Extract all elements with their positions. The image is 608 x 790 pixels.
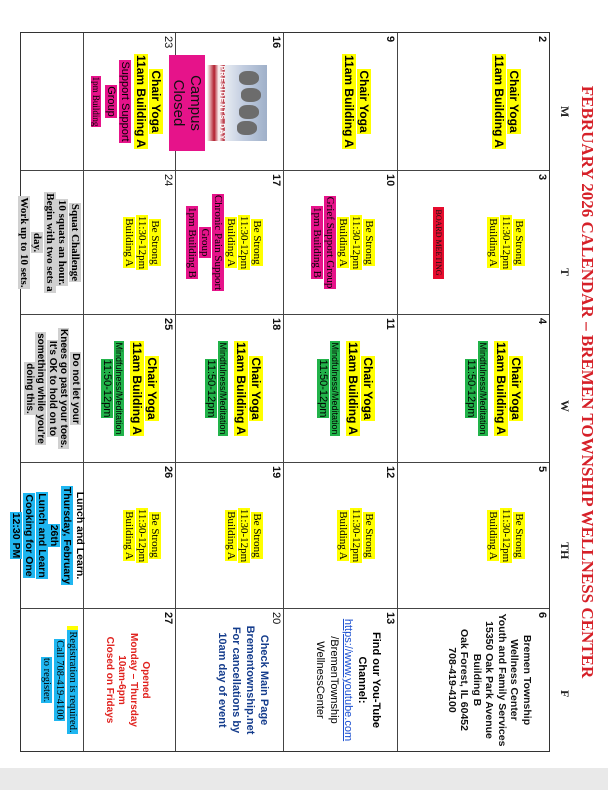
event-time: 11:30-12pm <box>136 508 148 563</box>
day-number: 11 <box>384 318 396 330</box>
day-cell-11 <box>283 315 397 463</box>
squat-challenge-text: 10 squats an hour. <box>56 199 69 286</box>
calendar-title: FEBRUARY 2026 CALENDAR – BREMEN TOWNSHIP WELLNESS CENTER <box>578 85 597 679</box>
day-cell-10 <box>283 171 397 315</box>
day-number: 12 <box>384 466 396 479</box>
mount-rushmore-image <box>207 65 267 141</box>
event-location: 1pm Building B <box>186 207 198 278</box>
empty-cell <box>21 33 83 171</box>
event-time: 11:50-12pm <box>317 359 329 418</box>
presidents-day-text: PRESIDENTS DAY <box>218 65 225 141</box>
day-number: 24 <box>162 174 174 187</box>
cancellation-notice: Check Main Page Brementownship.net For cancellations by 10am day of event <box>216 625 270 735</box>
squat-tip-3: It's OK to hold on to <box>46 340 58 437</box>
youtube-heading: Find our You-Tube <box>370 632 382 728</box>
day-number: 25 <box>162 318 174 331</box>
day-number: 27 <box>162 612 174 625</box>
event-title: Mindfulness/Meditation <box>478 342 488 435</box>
day-number: 3 <box>536 174 548 181</box>
day-number: 6 <box>536 612 548 619</box>
opening-hours: Opened Monday – Thursday 10am-6pm Closed on Fridays <box>104 633 151 727</box>
day-cell-3 <box>397 171 549 315</box>
campus-closed-label: Campus Closed <box>169 55 205 151</box>
squat-tip-4: something while you're <box>35 333 47 444</box>
day-cell-12 <box>283 463 397 609</box>
registration-note: Registration is required. <box>67 626 78 733</box>
day-cell-25 <box>83 315 175 463</box>
event-title: Chair Yoga <box>357 70 371 133</box>
day-cell-5 <box>397 463 549 609</box>
event-title: Chair Yoga <box>249 357 263 420</box>
event-location: Building A <box>225 218 237 267</box>
lunch-and-learn-cell <box>10 463 86 609</box>
youtube-link[interactable]: https://www.youtube.com <box>342 618 354 742</box>
squat-challenge-cell <box>18 171 83 315</box>
day-number: 20 <box>270 612 282 625</box>
rotated-calendar-sheet <box>8 10 598 754</box>
event-title-2: Group <box>104 86 117 117</box>
lunch-date: Thursday, February <box>61 486 74 585</box>
event-title: Be Strong <box>251 513 263 558</box>
event-title: Grief Support Group <box>324 196 336 289</box>
day-number: 5 <box>536 466 548 473</box>
event-time: 11:30-12pm <box>350 508 362 563</box>
event-title: Mindfulness/Meditation <box>330 342 340 435</box>
youtube-heading-2: Channel: <box>356 656 368 704</box>
lunch-time: 12:30 PM <box>10 512 23 559</box>
event-title: Mindfulness/Meditation <box>114 342 124 435</box>
day-cell-18 <box>175 315 283 463</box>
lunch-date-2: 26th <box>48 524 61 547</box>
event-location: Building A <box>123 218 135 267</box>
day-number: 2 <box>536 36 548 43</box>
lunch-topic: Cooking for One <box>22 494 35 577</box>
event-location: Building A <box>225 511 237 560</box>
event-location: 1pm Building B <box>311 207 323 278</box>
registration-cell <box>21 609 83 751</box>
lunch-title: Lunch and Learn <box>35 493 48 578</box>
day-cell-9 <box>283 33 397 171</box>
day-header-wednesday: W <box>558 400 572 412</box>
day-cell-16 <box>170 33 283 171</box>
event-location: 11am Building A <box>234 342 248 435</box>
event-title: Be Strong <box>363 220 375 265</box>
event-location: 1pm Building <box>91 76 102 127</box>
squat-tip: Do not let your <box>70 353 81 424</box>
day-number: 26 <box>162 466 174 479</box>
event-time: 11:30-12pm <box>238 215 250 270</box>
day-cell-26 <box>83 463 175 609</box>
event-title: Chair Yoga <box>361 357 375 420</box>
day-cell-13 <box>283 609 397 751</box>
board-meeting-stamp: BOARD MEETING <box>433 207 444 279</box>
event-location: Building A <box>123 511 135 560</box>
event-time: 11:30-12pm <box>238 508 250 563</box>
event-time: 11:30-12pm <box>350 215 362 270</box>
day-cell-23 <box>83 33 175 171</box>
event-title: Chair Yoga <box>145 357 159 420</box>
event-title: Chair Yoga <box>149 70 163 133</box>
day-number: 10 <box>384 174 396 187</box>
event-title: Support Support <box>119 61 132 142</box>
day-number: 4 <box>536 318 548 325</box>
day-number: 16 <box>270 36 282 49</box>
event-location: 11am Building A <box>494 342 508 435</box>
day-number: 9 <box>384 36 396 43</box>
event-title: Be Strong <box>513 513 525 558</box>
squat-challenge-title: Squat Challenge <box>69 203 81 282</box>
calendar-grid <box>10 32 550 752</box>
event-time: 11:30-12pm <box>500 508 512 563</box>
squat-challenge-text-2: Begin with two sets a <box>43 193 56 292</box>
wellness-center-address: Bremen Township Wellness Center Youth and Family Services 15350 Oak Park Avenue Building B Oak Forest, IL 60452 708-419-4100 <box>446 613 533 747</box>
event-title: Mindfulness/Meditation <box>218 342 228 435</box>
day-cell-24 <box>83 171 175 315</box>
event-location: Building A <box>487 218 499 267</box>
youtube-link-path-2: WellnessCenter <box>314 641 326 719</box>
day-number: 17 <box>270 174 282 187</box>
lunch-and-learn-heading: Lunch and Learn. <box>74 491 86 580</box>
day-header-thursday: TH <box>558 542 572 560</box>
day-cell-19 <box>175 463 283 609</box>
event-title: Chair Yoga <box>509 357 523 420</box>
event-title: Be Strong <box>149 513 161 558</box>
event-time: 11:30-12pm <box>136 215 148 270</box>
youtube-link-path: /BremenTownship <box>328 636 340 724</box>
squat-challenge-text-4: Work up to 10 sets. <box>18 197 31 288</box>
squat-challenge-text-3: day. <box>31 232 44 253</box>
event-time: 11:50-12pm <box>205 359 217 418</box>
squat-tip-5: doing this. <box>23 363 35 414</box>
day-cell-4 <box>397 315 549 463</box>
event-location: Building A <box>337 511 349 560</box>
event-title-2: Group <box>199 228 211 257</box>
event-location: 11am Building A <box>346 342 360 435</box>
day-cell-20 <box>175 609 283 751</box>
event-location: Building A <box>337 218 349 267</box>
event-time: 11:30-12pm <box>500 215 512 270</box>
event-title: Be Strong <box>363 513 375 558</box>
event-title: Be Strong <box>149 220 161 265</box>
event-title: Be Strong <box>513 220 525 265</box>
registration-phone: Call 708-419-4100 <box>53 640 65 720</box>
day-cell-27 <box>83 609 175 751</box>
event-location: 11am Building A <box>134 55 149 148</box>
day-header-tuesday: T <box>558 268 572 277</box>
registration-note-2: to register. <box>40 657 52 703</box>
viewer-bottom-strip <box>0 768 608 790</box>
event-location: Building A <box>487 511 499 560</box>
event-location: 11am Building A <box>492 55 506 148</box>
day-header-friday: F <box>558 690 572 698</box>
day-cell-17 <box>175 171 283 315</box>
day-header-monday: M <box>558 106 572 118</box>
squat-tip-2: Knees go past your toes. <box>58 329 70 448</box>
event-time: 11:50-12pm <box>465 359 477 418</box>
day-number: 19 <box>270 466 282 479</box>
event-title: Be Strong <box>251 220 263 265</box>
event-time: 11:50-12pm <box>101 359 113 418</box>
day-cell-6 <box>397 609 549 751</box>
event-location: 11am Building A <box>130 342 144 435</box>
day-number: 13 <box>384 612 396 625</box>
day-number: 23 <box>162 36 174 49</box>
event-title: Chair Yoga <box>507 70 521 133</box>
day-number: 18 <box>270 318 282 331</box>
squat-tips-cell <box>21 315 83 463</box>
event-location: 11am Building A <box>342 55 356 148</box>
day-cell-2 <box>397 33 549 171</box>
event-title: Chronic Pain Support <box>212 194 224 291</box>
